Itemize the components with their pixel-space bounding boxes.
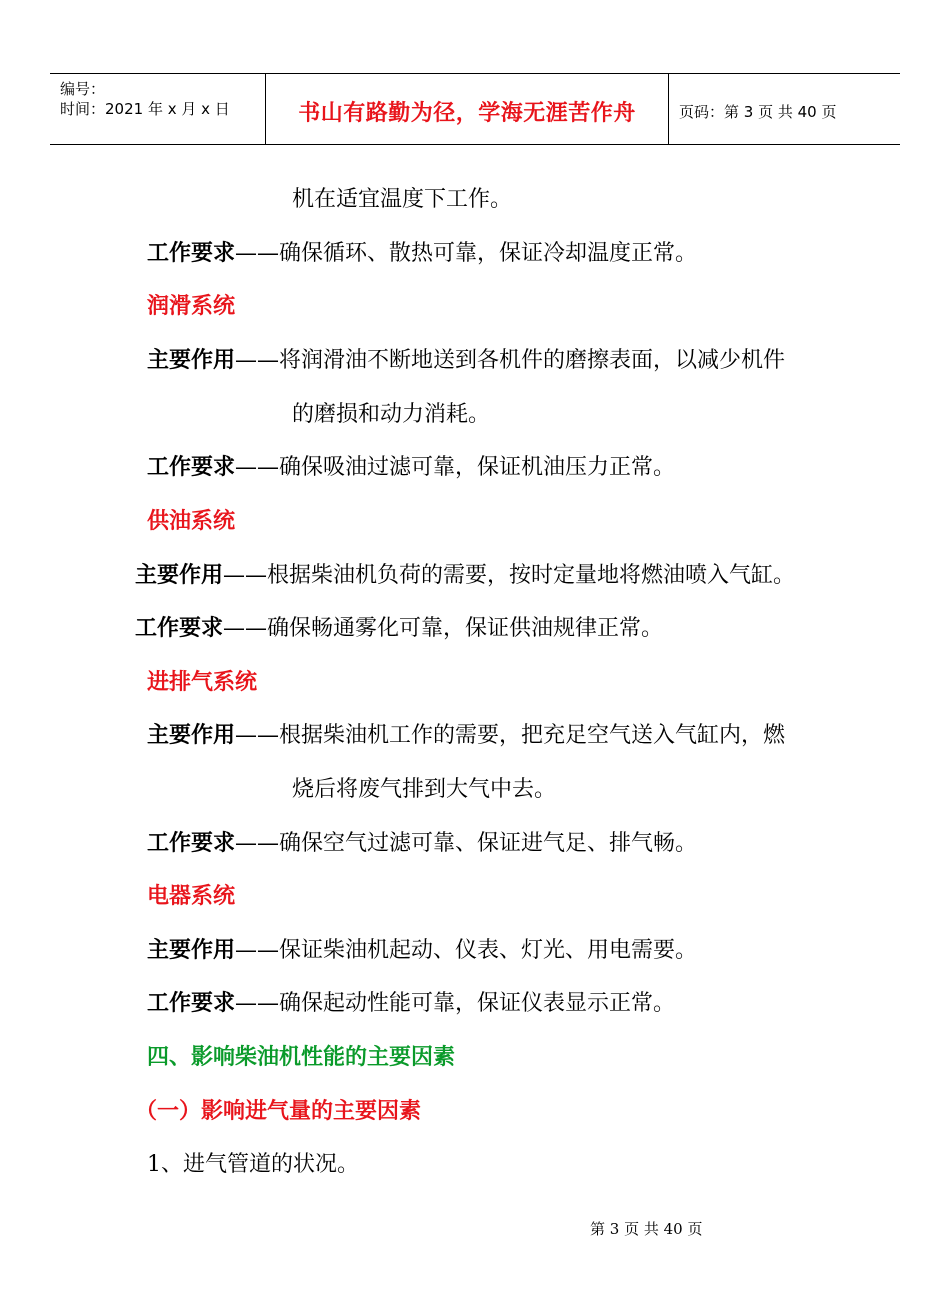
intake-exhaust-system-heading: 进排气系统 <box>147 670 258 695</box>
intake-exhaust-requirement-text: ——确保空气过滤可靠、保证进气足、排气畅。 <box>235 831 698 856</box>
electrical-system-heading: 电器系统 <box>147 884 236 909</box>
intake-exhaust-requirement-label: 工作要求 <box>147 831 236 856</box>
cooling-requirement-label: 工作要求 <box>147 241 236 266</box>
intake-exhaust-requirement <box>147 829 697 859</box>
electrical-function <box>147 936 697 966</box>
document-number-label: 编号： <box>60 80 106 98</box>
header-page-info: 页码：第 3 页 共 40 页 <box>679 103 837 121</box>
lubrication-function-text: ——将润滑油不断地送到各机件的磨擦表面，以减少机件 <box>235 348 786 373</box>
cooling-requirement <box>147 239 697 269</box>
fuel-system-heading: 供油系统 <box>147 509 236 534</box>
cooling-requirement-text: ——确保循环、散热可靠，保证冷却温度正常。 <box>235 241 698 266</box>
lubrication-requirement-label: 工作要求 <box>147 455 236 480</box>
fuel-function-text: ——根据柴油机负荷的需要，按时定量地将燃油喷入气缸。 <box>223 563 796 588</box>
fuel-function <box>135 561 795 591</box>
electrical-function-text: ——保证柴油机起动、仪表、灯光、用电需要。 <box>235 938 698 963</box>
header-page-cell <box>669 74 900 144</box>
electrical-requirement <box>147 989 675 1019</box>
electrical-requirement-label: 工作要求 <box>147 991 236 1016</box>
intake-exhaust-function-label: 主要作用 <box>147 723 236 748</box>
header-motto: 书山有路勤为径，学海无涯苦作舟 <box>298 101 636 126</box>
page-footer: 第 3 页 共 40 页 <box>590 1220 703 1238</box>
intake-exhaust-function-continuation: 烧后将废气排到大气中去。 <box>292 777 557 802</box>
document-date: 时间：2021 年 x 月 x 日 <box>60 100 230 118</box>
electrical-requirement-text: ——确保起动性能可靠，保证仪表显示正常。 <box>235 991 676 1016</box>
lubrication-requirement <box>147 453 675 483</box>
lubrication-function <box>147 346 785 376</box>
lubrication-function-label: 主要作用 <box>147 348 236 373</box>
cooling-function-continuation: 机在适宜温度下工作。 <box>292 187 513 212</box>
fuel-requirement-label: 工作要求 <box>135 616 224 641</box>
list-item-one: 1、进气管道的状况。 <box>147 1152 359 1177</box>
fuel-requirement-text: ——确保畅通雾化可靠，保证供油规律正常。 <box>223 616 664 641</box>
header-motto-cell <box>266 74 669 144</box>
header-info-cell <box>50 74 266 144</box>
lubrication-requirement-text: ——确保吸油过滤可靠，保证机油压力正常。 <box>235 455 676 480</box>
lubrication-function-continuation: 的磨损和动力消耗。 <box>292 402 491 427</box>
fuel-function-label: 主要作用 <box>135 563 224 588</box>
fuel-requirement <box>135 614 663 644</box>
subsection-one-heading: （一）影响进气量的主要因素 <box>135 1099 422 1124</box>
page-header <box>50 73 900 145</box>
intake-exhaust-function <box>147 721 785 751</box>
lubrication-system-heading: 润滑系统 <box>147 294 236 319</box>
electrical-function-label: 主要作用 <box>147 938 236 963</box>
intake-exhaust-function-text: ——根据柴油机工作的需要，把充足空气送入气缸内，燃 <box>235 723 786 748</box>
section-four-heading: 四、影响柴油机性能的主要因素 <box>147 1045 456 1070</box>
